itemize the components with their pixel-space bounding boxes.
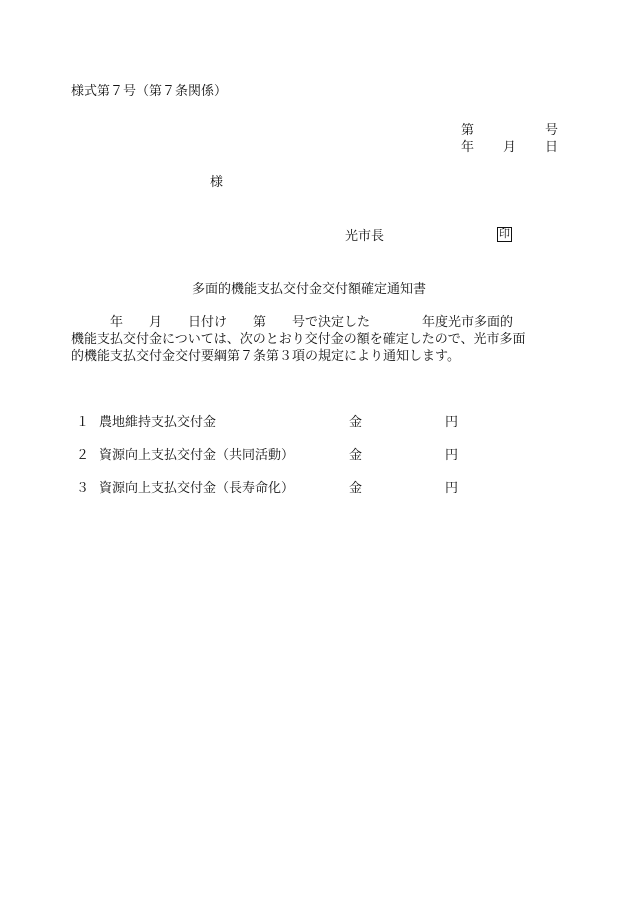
date-year: 年 xyxy=(461,140,475,155)
body-line-1: 年 月 日付け 第 号で決定した 年度光市多面的 xyxy=(71,315,514,330)
seal-icon: 印 xyxy=(499,227,510,240)
form-label: 様式第７号（第７条関係） xyxy=(71,84,228,99)
item-number: ３ xyxy=(76,481,90,496)
item-yen: 円 xyxy=(445,481,459,496)
number-prefix: 第 xyxy=(461,123,475,138)
item-yen: 円 xyxy=(445,448,459,463)
item-yen: 円 xyxy=(445,415,459,430)
item-number: １ xyxy=(76,415,90,430)
body-paragraph xyxy=(71,314,561,365)
body-line-2: 機能支払交付金については、次のとおり交付金の額を確定したので、光市多面 xyxy=(71,332,526,347)
date-day: 日 xyxy=(545,140,559,155)
body-line-3: 的機能支払交付金交付要綱第７条第３項の規定により通知します。 xyxy=(71,349,460,364)
item-number: ２ xyxy=(76,448,90,463)
item-name: 農地維持支払交付金 xyxy=(99,415,217,430)
number-suffix: 号 xyxy=(545,123,559,138)
item-kin: 金 xyxy=(349,481,363,496)
addressee-sama: 様 xyxy=(210,175,224,190)
item-name: 資源向上支払交付金（長寿命化） xyxy=(99,481,295,496)
item-kin: 金 xyxy=(349,448,363,463)
issuer-title: 光市長 xyxy=(345,229,385,244)
item-name: 資源向上支払交付金（共同活動） xyxy=(99,448,295,463)
date-month: 月 xyxy=(503,140,517,155)
item-kin: 金 xyxy=(349,415,363,430)
document-title: 多面的機能支払交付金交付額確定通知書 xyxy=(192,282,427,297)
